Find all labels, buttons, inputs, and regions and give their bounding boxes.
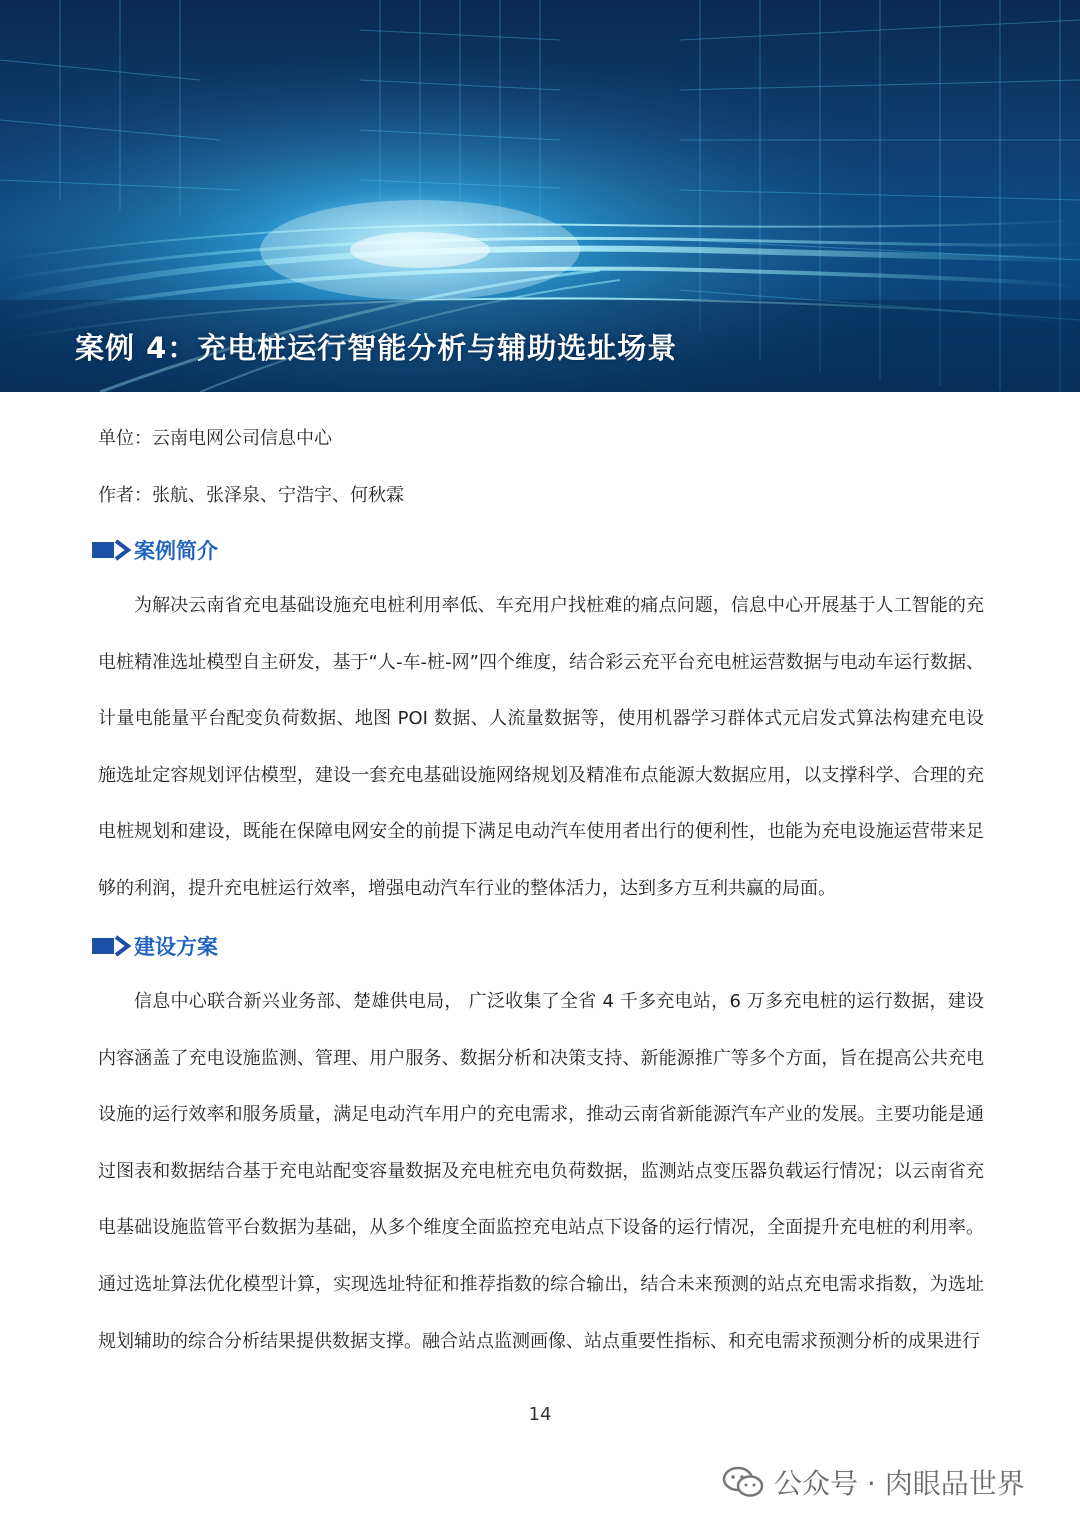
section-intro-body [98,578,984,918]
watermark-text: 公众号 · 肉眼品世界 [774,1467,1025,1500]
section-bar-icon [92,938,114,954]
chevron-right-icon [114,539,132,561]
section-bar-icon [92,542,114,558]
section-heading-intro [92,535,218,565]
unit-line: 单位：云南电网公司信息中心 [98,428,332,449]
section-heading-plan [92,931,218,961]
page-number: 14 [528,1404,552,1425]
page-title: 案例 4：充电桩运行智能分析与辅助选址场景 [75,331,678,365]
section-heading-label: 案例简介 [134,539,218,563]
paragraph: 为解决云南省充电基础设施充电桩利用率低、车充用户找桩难的痛点问题，信息中心开展基于人工智能的充电桩精准选址模型自主研发，基于“人-车-桩-网”四个维度，结合彩云充平台充电桩运营数据与电动车运行数据、计量电能量平台配变负荷数据、地图 POI 数据、人流量数据等，使用机器学习群体式元启发式算法构建充电设施选址定容规划评估模型，建设一套充电基础设施网络规划及精准布点能源大数据应用，以支撑科学、合理的充电桩规划和建设，既能在保障电网安全的前提下满足电动汽车使用者出行的便利性，也能为充电设施运营带来足够的利润，提升充电桩运行效率，增强电动汽车行业的整体活力，达到多方互利共赢的局面。 [98,595,984,899]
hero-banner [0,0,1080,392]
wechat-icon [722,1465,764,1499]
chevron-right-icon [114,935,132,957]
authors-line: 作者：张航、张泽泉、宁浩宇、何秋霖 [98,485,404,506]
watermark [722,1462,1025,1502]
section-heading-label: 建设方案 [134,935,218,959]
section-plan-body [98,974,984,1370]
paragraph: 信息中心联合新兴业务部、楚雄供电局， 广泛收集了全省 4 千多充电站，6 万多充电桩的运行数据，建设内容涵盖了充电设施监测、管理、用户服务、数据分析和决策支持、新能源推广等多个方面，旨在提高公共充电设施的运行效率和服务质量，满足电动汽车用户的充电需求，推动云南省新能源汽车产业的发展。主要功能是通过图表和数据结合基于充电站配变容量数据及充电桩充电负荷数据，监测站点变压器负载运行情况；以云南省充电基础设施监管平台数据为基础，从多个维度全面监控充电站点下设备的运行情况，全面提升充电桩的利用率。通过选址算法优化模型计算，实现选址特征和推荐指数的综合输出，结合未来预测的站点充电需求指数，为选址规划辅助的综合分析结果提供数据支撑。融合站点监测画像、站点重要性指标、和充电需求预测分析的成果进行 [98,991,984,1352]
